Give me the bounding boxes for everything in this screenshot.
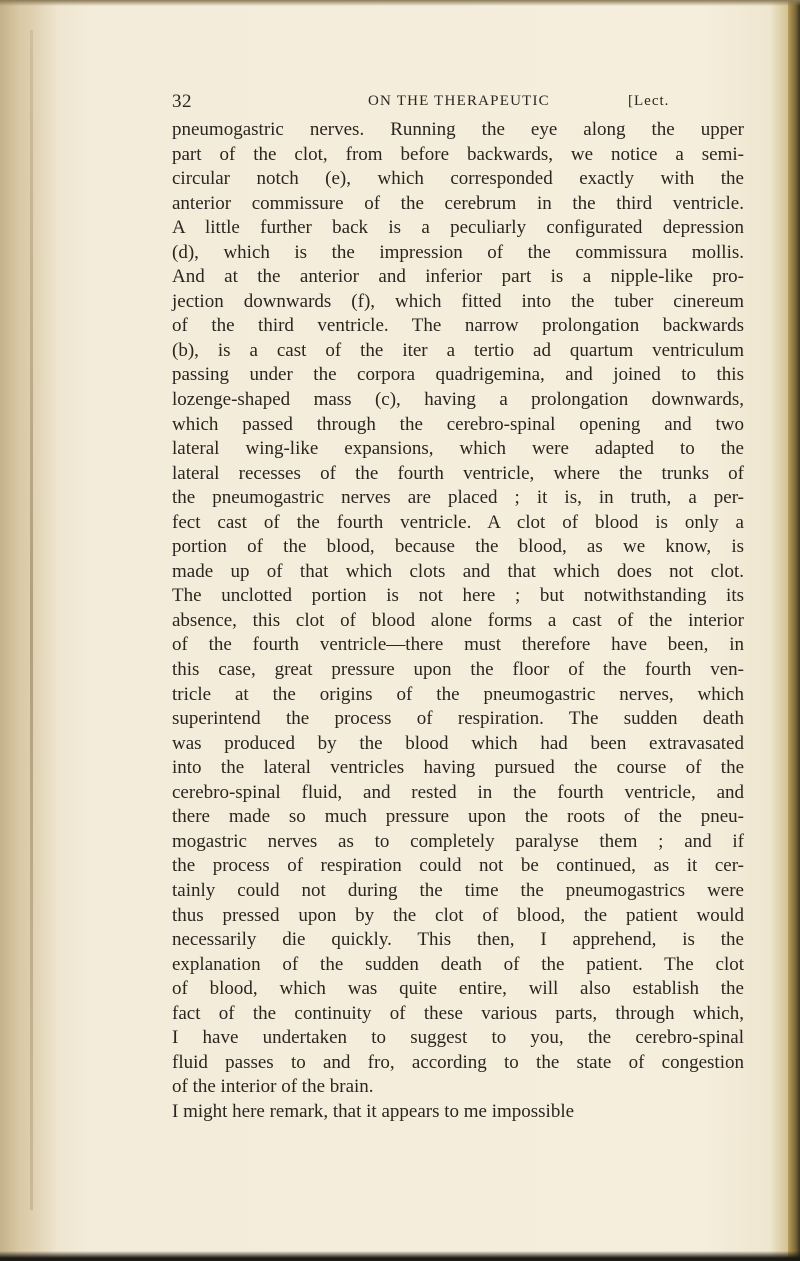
binding-gutter bbox=[0, 0, 58, 1261]
running-title: ON THE THERAPEUTIC bbox=[368, 93, 550, 109]
text-line: And at the anterior and inferior part is a nipple-like pro- bbox=[172, 266, 744, 288]
page-header bbox=[172, 91, 742, 113]
text-line: cerebro-spinal fluid, and rested in the fourth ventricle, and bbox=[172, 781, 744, 803]
text-line: pneumogastric nerves. Running the eye along the upper bbox=[172, 119, 744, 140]
text-line: I might here remark, that it appears to me impossible bbox=[172, 1100, 575, 1122]
binding-shadow bbox=[30, 30, 33, 1210]
top-edge bbox=[0, 0, 800, 6]
text-line: tricle at the origins of the pneumogastric nerves, which bbox=[172, 683, 744, 705]
text-line: passing under the corpora quadrigemina, and joined to this bbox=[172, 364, 744, 386]
text-line: necessarily die quickly. This then, I apprehend, is the bbox=[172, 929, 744, 951]
text-line: (b), is a cast of the iter a tertio ad quartum ventriculum bbox=[172, 339, 744, 361]
text-line: anterior commissure of the cerebrum in the third ventricle. bbox=[172, 192, 744, 214]
text-line: lateral wing-like expansions, which were adapted to the bbox=[172, 438, 744, 460]
text-line: there made so much pressure upon the roots of the pneu- bbox=[172, 806, 744, 828]
text-line: portion of the blood, because the blood, as we know, is bbox=[172, 536, 744, 558]
text-line: this case, great pressure upon the floor of the fourth ven- bbox=[172, 659, 744, 681]
text-line: lateral recesses of the fourth ventricle, where the trunks of bbox=[172, 462, 744, 484]
text-line: jection downwards (f), which fitted into the tuber cinereum bbox=[172, 290, 744, 312]
text-line: of the fourth ventricle—there must therefore have been, in bbox=[172, 634, 744, 656]
text-line: of the third ventricle. The narrow prolongation backwards bbox=[172, 315, 744, 337]
text-line: of the interior of the brain. bbox=[172, 1076, 374, 1098]
text-line: was produced by the blood which had been extravasated bbox=[172, 732, 744, 754]
text-line: fect cast of the fourth ventricle. A clot of blood is only a bbox=[172, 511, 744, 533]
text-line: superintend the process of respiration. The sudden death bbox=[172, 708, 744, 730]
text-line: made up of that which clots and that which does not clot. bbox=[172, 560, 744, 582]
text-line: explanation of the sudden death of the patient. The clot bbox=[172, 953, 744, 975]
text-line: the process of respiration could not be continued, as it cer- bbox=[172, 855, 744, 877]
text-line: lozenge-shaped mass (c), having a prolongation downwards, bbox=[172, 389, 744, 411]
page-edge-shadow bbox=[770, 0, 788, 1261]
text-line: thus pressed upon by the clot of blood, the patient would bbox=[172, 904, 744, 926]
text-line: of blood, which was quite entire, will also establish the bbox=[172, 978, 744, 1000]
section-label: [Lect. bbox=[628, 93, 670, 109]
text-line: tainly could not during the time the pneumogastrics were bbox=[172, 879, 744, 901]
text-line: the pneumogastric nerves are placed ; it is, in truth, a per- bbox=[172, 487, 744, 509]
bottom-edge bbox=[0, 1251, 800, 1261]
text-line: fact of the continuity of these various parts, through which, bbox=[172, 1002, 744, 1024]
text-line: (d), which is the impression of the commissura mollis. bbox=[172, 241, 744, 263]
body-text bbox=[172, 118, 744, 1124]
text-line: which passed through the cerebro-spinal opening and two bbox=[172, 413, 744, 435]
text-line: mogastric nerves as to completely paralyse them ; and if bbox=[172, 830, 744, 852]
page-number: 32 bbox=[172, 91, 192, 112]
page-edge bbox=[788, 0, 800, 1261]
text-line: part of the clot, from before backwards, we notice a semi- bbox=[172, 143, 744, 165]
text-line: fluid passes to and fro, according to the state of congestion bbox=[172, 1051, 744, 1073]
text-line: The unclotted portion is not here ; but notwithstanding its bbox=[172, 585, 744, 607]
text-line: circular notch (e), which corresponded exactly with the bbox=[172, 168, 744, 190]
text-line: I have undertaken to suggest to you, the cerebro-spinal bbox=[172, 1027, 744, 1049]
text-line: A little further back is a peculiarly configurated depression bbox=[172, 217, 744, 239]
text-line: into the lateral ventricles having pursued the course of the bbox=[172, 757, 744, 779]
text-line: absence, this clot of blood alone forms a cast of the interior bbox=[172, 609, 744, 631]
